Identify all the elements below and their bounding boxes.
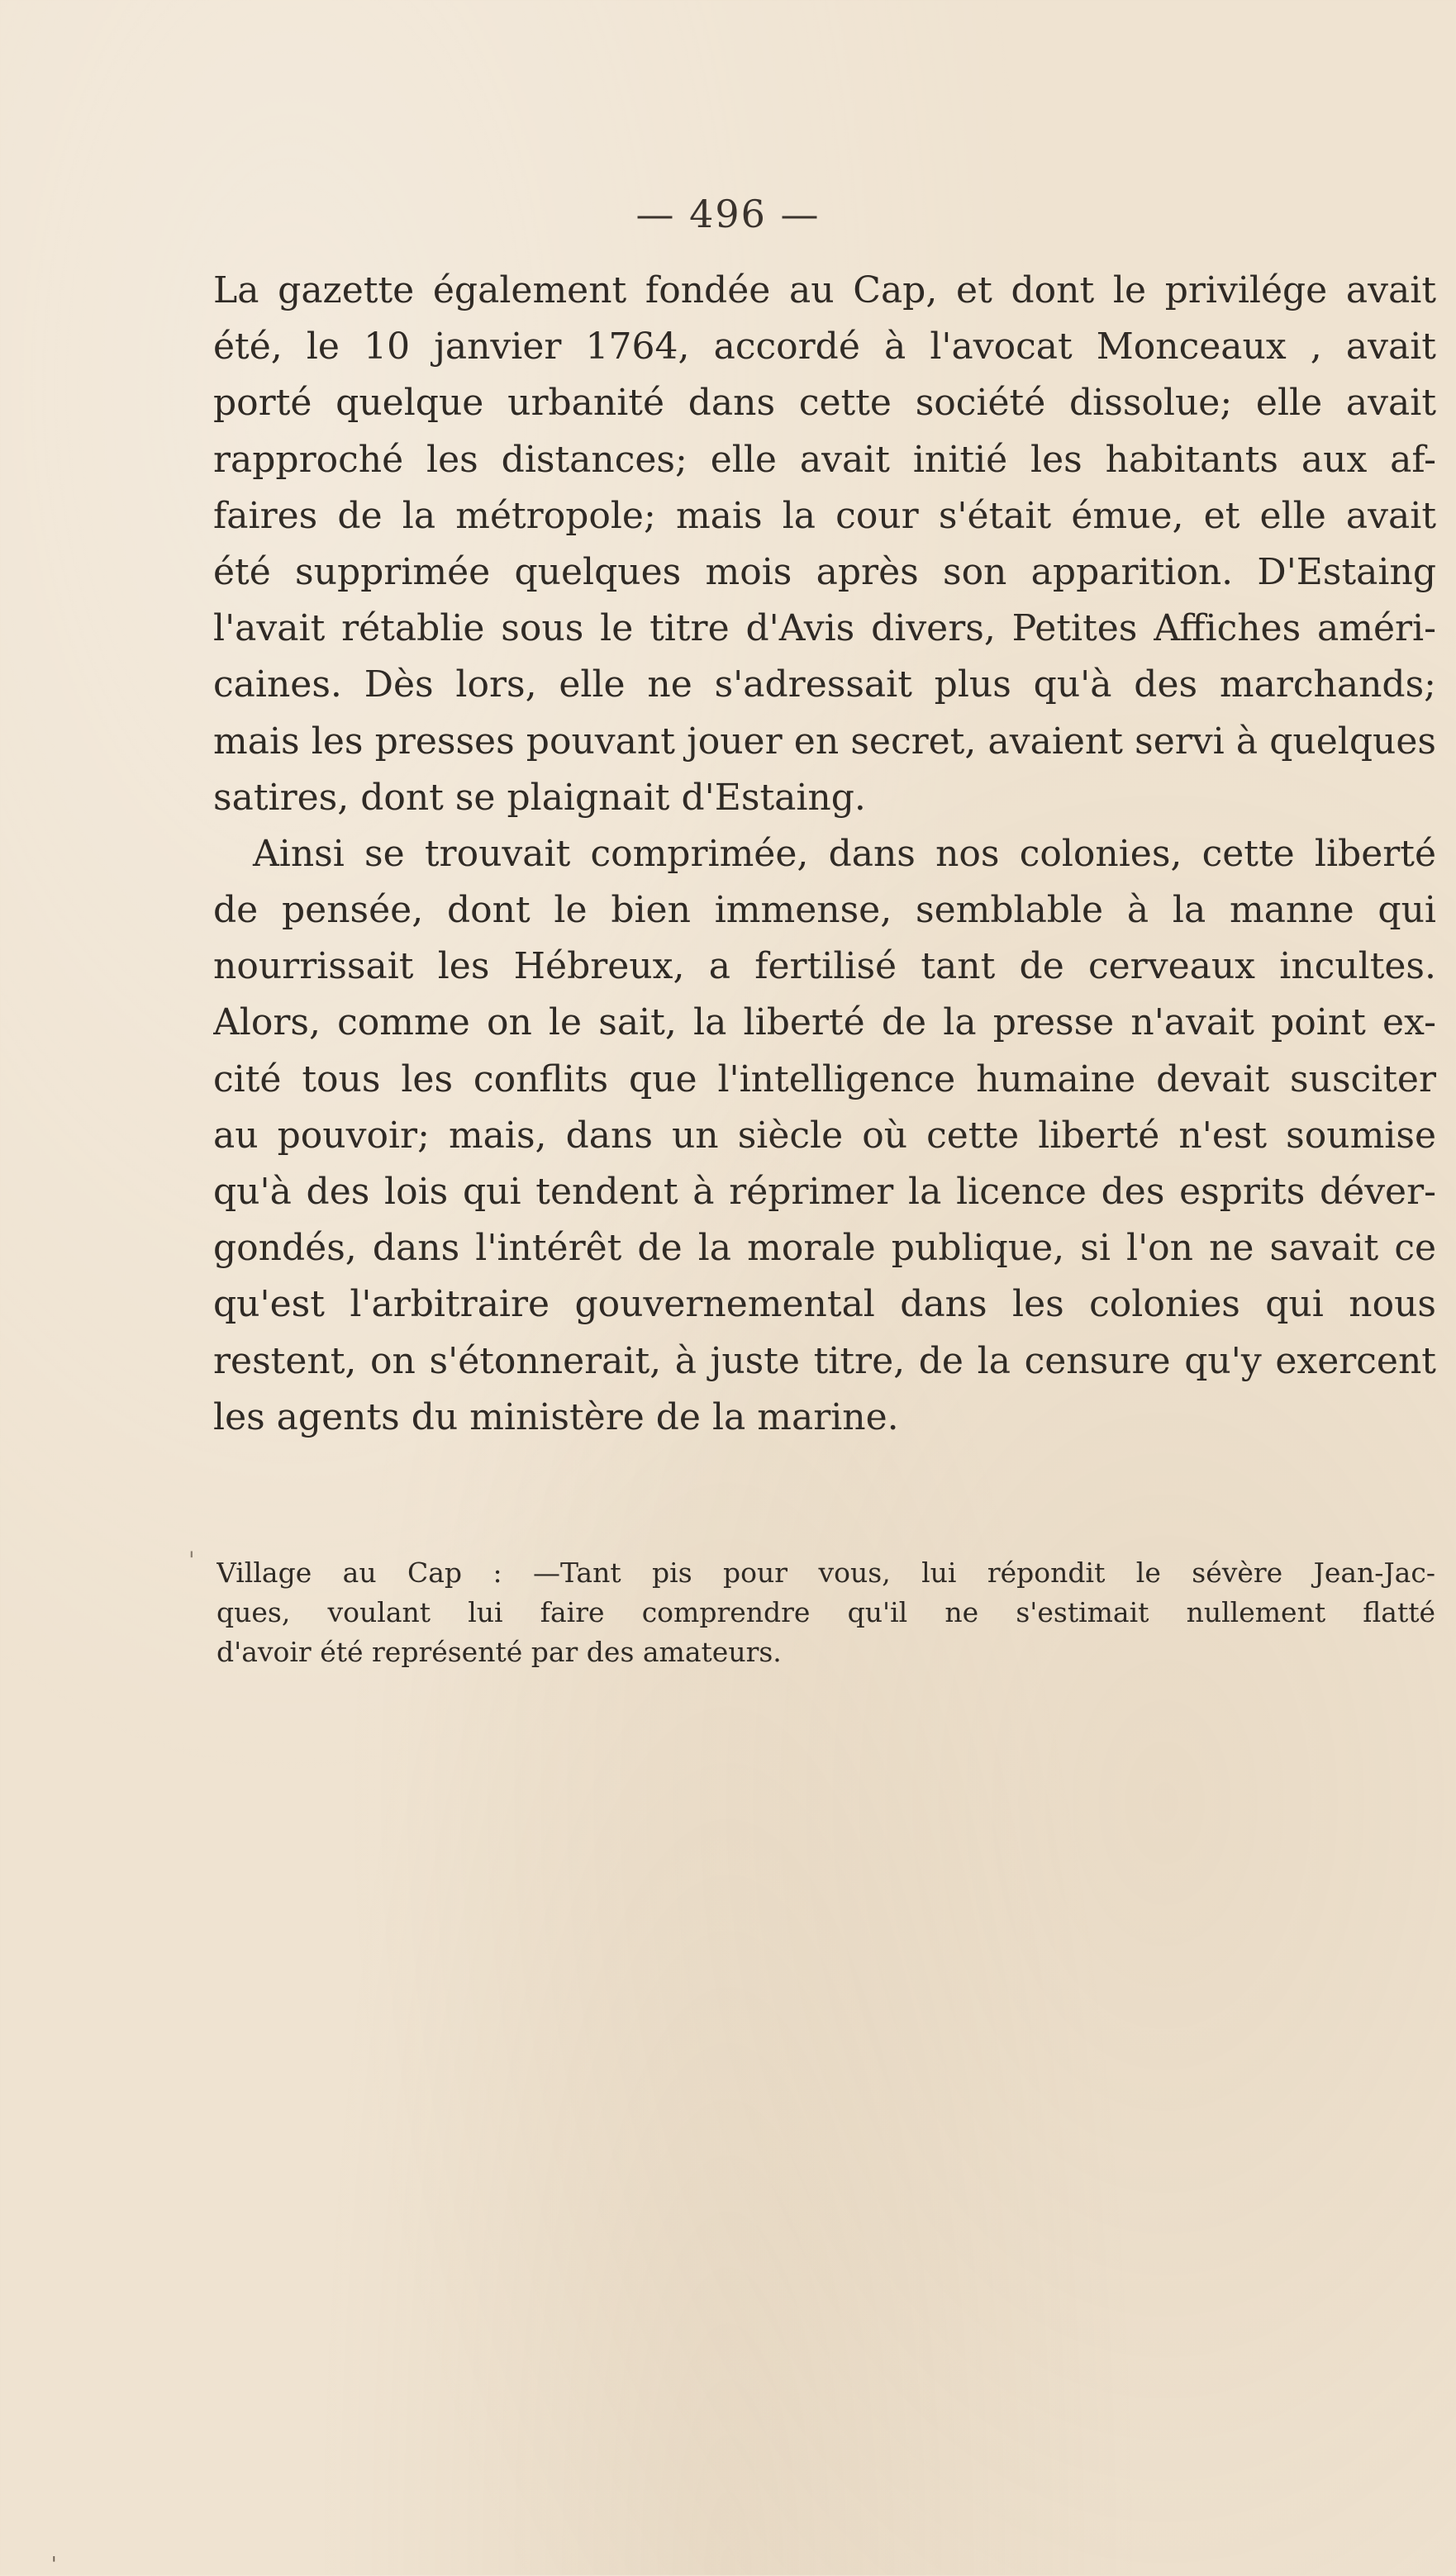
body-line: restent, on s'étonnerait, à juste titre, de la censure qu'y exercent xyxy=(213,1339,1436,1382)
body-line: au pouvoir; mais, dans un siècle où cette liberté n'est soumise xyxy=(213,1114,1436,1157)
body-line: mais les presses pouvant jouer en secret, avaient servi à quelques xyxy=(213,720,1436,763)
body-line: qu'à des lois qui tendent à réprimer la licence des esprits déver- xyxy=(213,1171,1436,1213)
margin-mark: ' xyxy=(51,2553,57,2576)
body-line: cité tous les conflits que l'intelligence humaine devait susciter xyxy=(213,1057,1436,1100)
body-line: été supprimée quelques mois après son apparition. D'Estaing xyxy=(213,550,1436,593)
body-line: Alors, comme on le sait, la liberté de la presse n'avait point ex- xyxy=(213,1001,1436,1044)
body-line: de pensée, dont le bien immense, semblable à la manne qui xyxy=(213,889,1436,932)
body-line: l'avait rétablie sous le titre d'Avis divers, Petites Affiches améri- xyxy=(213,607,1436,650)
body-line: Ainsi se trouvait comprimée, dans nos colonies, cette liberté xyxy=(253,832,1436,875)
footnote-line: ques, voulant lui faire comprendre qu'il ne s'estimait nullement flatté xyxy=(216,1596,1435,1628)
body-line: nourrissait les Hébreux, a fertilisé tant de cerveaux incultes. xyxy=(213,945,1436,988)
body-line: qu'est l'arbitraire gouvernemental dans les colonies qui nous xyxy=(213,1283,1436,1326)
body-line: satires, dont se plaignait d'Estaing. xyxy=(213,776,866,819)
footnote-mark: ' xyxy=(188,1547,195,1574)
body-line: porté quelque urbanité dans cette société dissolue; elle avait xyxy=(213,382,1436,425)
body-line: les agents du ministère de la marine. xyxy=(213,1395,899,1438)
footnote xyxy=(216,1553,1435,1672)
footnote-line: d'avoir été représenté par des amateurs. xyxy=(216,1636,782,1668)
body-line: La gazette également fondée au Cap, et dont le privilége avait xyxy=(213,269,1436,311)
body-text xyxy=(213,263,1436,1446)
page-number: — 496 — xyxy=(635,192,821,236)
body-line: faires de la métropole; mais la cour s'était émue, et elle avait xyxy=(213,494,1436,537)
footnote-line: Village au Cap : —Tant pis pour vous, lui répondit le sévère Jean-Jac- xyxy=(216,1557,1435,1589)
body-line: rapproché les distances; elle avait initié les habitants aux af- xyxy=(213,438,1436,481)
body-line: gondés, dans l'intérêt de la morale publique, si l'on ne savait ce xyxy=(213,1227,1436,1270)
body-line: caines. Dès lors, elle ne s'adressait plus qu'à des marchands; xyxy=(213,663,1436,706)
body-line: été, le 10 janvier 1764, accordé à l'avocat Monceaux , avait xyxy=(213,326,1436,368)
